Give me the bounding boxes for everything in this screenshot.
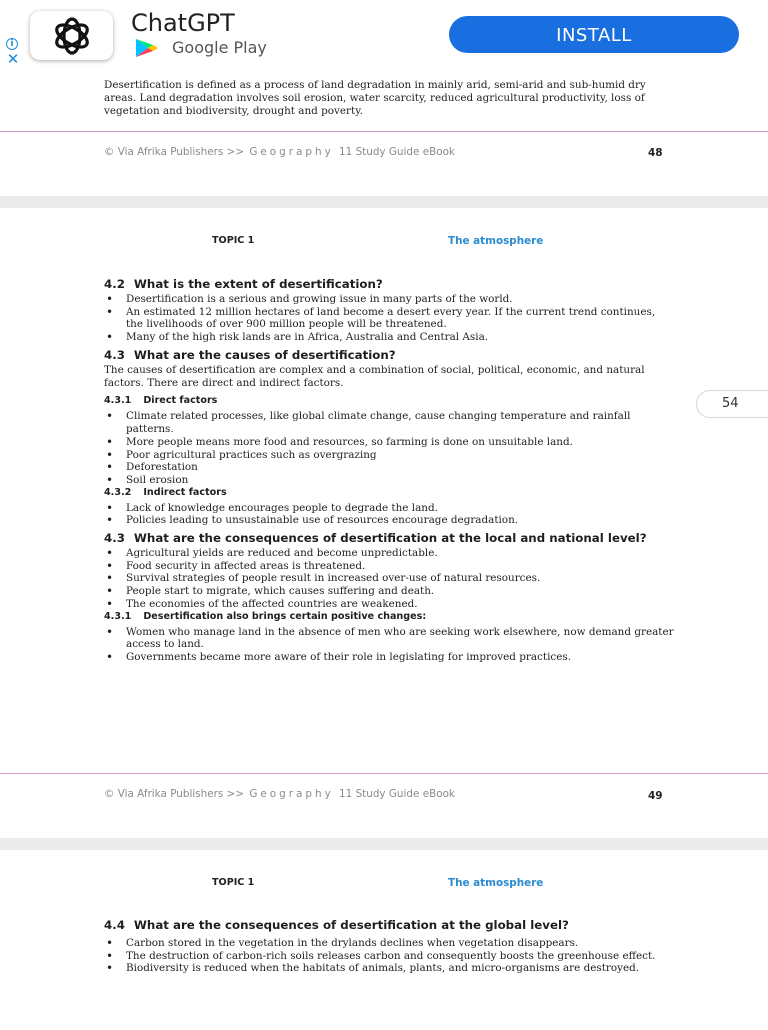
footer-divider (0, 131, 768, 132)
page-counter-badge[interactable]: 54 (696, 390, 768, 418)
footer-separator: >> (226, 146, 245, 158)
section-label: The atmosphere (448, 877, 544, 889)
list-item: • Climate related processes, like global climate change, cause changing temperature and rainfall patterns. (104, 410, 674, 435)
list-item: • Soil erosion (104, 474, 674, 487)
page-50-content (104, 918, 674, 975)
install-button[interactable]: INSTALL (449, 16, 739, 53)
list-item: • Food security in affected areas is threatened. (104, 560, 674, 573)
document-page-50 (0, 850, 768, 1030)
openai-logo-icon[interactable] (30, 11, 113, 60)
list-item: • People start to migrate, which causes suffering and death. (104, 585, 674, 598)
topic-label: TOPIC 1 (212, 877, 255, 888)
footer-subject: Geography (249, 788, 334, 800)
page-number: 49 (648, 790, 663, 802)
list-item: • Desertification is a serious and growing issue in many parts of the world. (104, 293, 674, 306)
list-item: • Biodiversity is reduced when the habitats of animals, plants, and micro-organisms are destroyed. (104, 962, 674, 975)
page-number: 48 (648, 147, 663, 159)
section-label: The atmosphere (448, 235, 544, 247)
intro-paragraph-block (104, 79, 674, 117)
ad-banner[interactable] (0, 0, 768, 73)
list-item: • Survival strategies of people result in increased over-use of natural resources. (104, 572, 674, 585)
heading-4-3-2-indirect: 4.3.2 Indirect factors (104, 486, 227, 498)
list-item: • Governments became more aware of their role in legislating for improved practices. (104, 651, 674, 664)
page-footer (104, 145, 455, 159)
google-play-icon (133, 38, 161, 58)
list-item: • Women who manage land in the absence of men who are seeking work elsewhere, now demand greater access to land. (104, 626, 674, 651)
local-consequences-list (104, 547, 674, 611)
extent-list (104, 293, 674, 344)
global-consequences-list (104, 937, 674, 975)
heading-4-3-consequences: 4.3 What are the consequences of desertification at the local and national level? (104, 531, 647, 546)
ad-close-icon[interactable]: ✕ (6, 50, 20, 68)
ad-app-title[interactable]: ChatGPT (131, 9, 235, 37)
page-49-content (104, 277, 674, 664)
footer-book: 11 Study Guide eBook (339, 788, 455, 800)
desertification-definition: Desertification is defined as a process of land degradation in mainly arid, semi-arid and sub-humid dry areas. Land degradation involves soil erosion, water scarcity, reduced agricultural productivity, loss of vegetation and biodiversity, drought and poverty. (104, 79, 646, 117)
positive-changes-list (104, 626, 674, 664)
ad-info-icon[interactable]: i (6, 38, 18, 50)
heading-4-3-1-positive: 4.3.1 Desertification also brings certain positive changes: (104, 610, 427, 622)
heading-4-3-1-direct: 4.3.1 Direct factors (104, 395, 218, 407)
list-item: • An estimated 12 million hectares of land become a desert every year. If the current trend continues, the livelihoods of over 900 million people will be threatened. (104, 306, 674, 331)
heading-4-2: 4.2 What is the extent of desertification? (104, 277, 383, 291)
list-item: • The economies of the affected countries are weakened. (104, 598, 674, 611)
list-item: • Deforestation (104, 461, 674, 474)
list-item: • Carbon stored in the vegetation in the drylands declines when vegetation disappears. (104, 937, 674, 950)
footer-subject: Geography (249, 146, 334, 158)
list-item: • Poor agricultural practices such as overgrazing (104, 449, 674, 462)
document-page-48 (0, 73, 768, 196)
footer-divider (0, 773, 768, 774)
heading-4-4: 4.4 What are the consequences of desertification at the global level? (104, 918, 569, 932)
document-page-49 (0, 208, 768, 838)
causes-paragraph: The causes of desertification are complex and a combination of social, political, economic, and natural factors. There are direct and indirect factors. (104, 363, 645, 389)
heading-4-3-causes: 4.3 What are the causes of desertification? (104, 347, 396, 362)
topic-label: TOPIC 1 (212, 235, 255, 246)
list-item: • The destruction of carbon-rich soils releases carbon and consequently boosts the greenhouse effect. (104, 950, 674, 963)
footer-publisher: © Via Afrika Publishers (104, 146, 224, 158)
indirect-factors-list (104, 502, 674, 527)
list-item: • Agricultural yields are reduced and become unpredictable. (104, 547, 674, 560)
list-item: • Lack of knowledge encourages people to degrade the land. (104, 502, 674, 515)
footer-book: 11 Study Guide eBook (339, 146, 455, 158)
list-item: • More people means more food and resources, so farming is done on unsuitable land. (104, 436, 674, 449)
footer-publisher: © Via Afrika Publishers (104, 788, 224, 800)
direct-factors-list (104, 410, 674, 486)
list-item: • Policies leading to unsustainable use of resources encourage degradation. (104, 514, 674, 527)
ad-store-name: Google Play (172, 38, 267, 57)
footer-separator: >> (226, 788, 245, 800)
list-item: • Many of the high risk lands are in Africa, Australia and Central Asia. (104, 331, 674, 344)
page-footer (104, 787, 455, 801)
